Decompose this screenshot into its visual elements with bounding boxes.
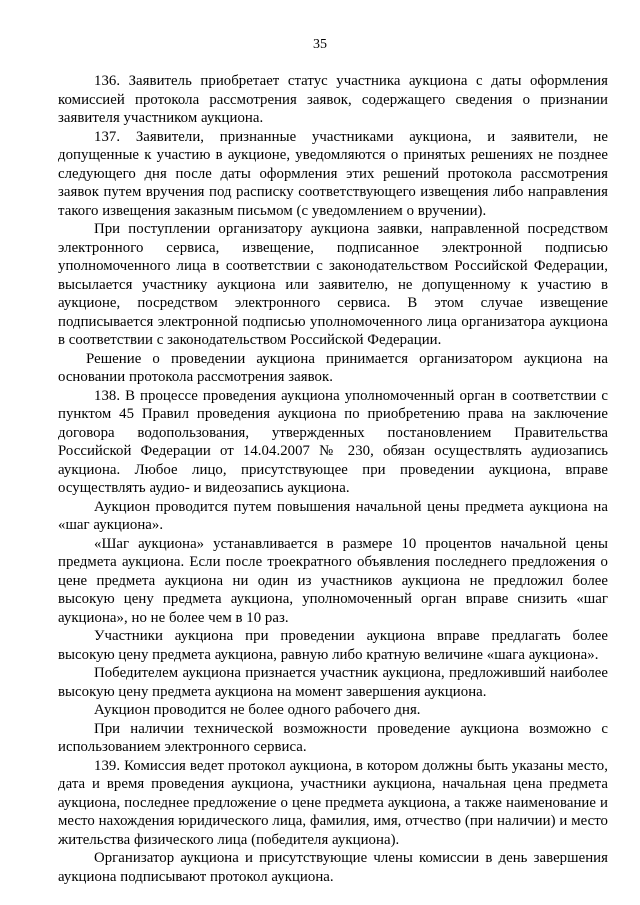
paragraph-auction-step-raise: Аукцион проводится путем повышения начальной цены предмета аукциона на «шаг аукциона».: [58, 498, 608, 533]
paragraph-136: 136. Заявитель приобретает статус участника аукциона с даты оформления комиссией протокола рассмотрения заявок, содержащего сведения о признании заявителя участником аукциона.: [58, 73, 608, 126]
paragraph-participants-bids: Участники аукциона при проведении аукциона вправе предлагать более высокую цену предмета аукциона, равную либо кратную величине «шага аукциона».: [58, 628, 608, 663]
paragraph-electronic-auction: При наличии технической возможности проведение аукциона возможно с использованием электронного сервиса.: [58, 720, 608, 755]
document-body: [58, 72, 608, 886]
paragraph-auction-step-size: «Шаг аукциона» устанавливается в размере 10 процентов начальной цены предмета аукциона. Если после троекратного объявления последнего предложения о цене предмета аукциона ни один из участников аукциона не предложил более высокую цену предмета аукциона, уполномоченный орган вправе снизить «шаг аукциона», но не более чем в 10 раз.: [58, 535, 608, 626]
paragraph-electronic-notice: При поступлении организатору аукциона заявки, направленной посредством электронного сервиса, извещение, подписанное электронной подписью уполномоченного лица в соответствии с законодательством Российской Федерации, высылается участнику аукциона или заявителю, не допущенному к участию в аукционе, посредством электронного сервиса. В этом случае извещение подписывается электронной подписью уполномоченного лица организатора аукциона в соответствии с законодательством Российской Федерации.: [58, 221, 608, 348]
paragraph-auction-duration: Аукцион проводится не более одного рабочего дня.: [94, 702, 421, 718]
paragraph-protocol-signing: Организатор аукциона и присутствующие члены комиссии в день завершения аукциона подписывают протокол аукциона.: [58, 850, 608, 885]
paragraph-139: 139. Комиссия ведет протокол аукциона, в котором должны быть указаны место, дата и время проведения аукциона, участники аукциона, начальная цена предмета аукциона, последнее предложение о цене предмета аукциона, а также наименование и место нахождения юридического лица, фамилия, имя, отчество (при наличии) и место жительства физического лица (победителя аукциона).: [58, 757, 608, 848]
paragraph-137: 137. Заявители, признанные участниками аукциона, и заявители, не допущенные к участию в аукционе, уведомляются о принятых решениях не позднее следующего дня после даты оформления этих решений протокола рассмотрения заявок путем вручения под расписку соответствующего извещения либо направления такого извещения заказным письмом (с уведомлением о вручении).: [58, 128, 608, 219]
page-number: 35: [313, 37, 327, 52]
paragraph-winner: Победителем аукциона признается участник аукциона, предложивший наиболее высокую цену предмета аукциона на момент завершения аукциона.: [58, 665, 608, 700]
paragraph-auction-decision: Решение о проведении аукциона принимается организатором аукциона на основании протокола рассмотрения заявок.: [58, 350, 608, 385]
paragraph-138: 138. В процессе проведения аукциона уполномоченный орган в соответствии с пунктом 45 Правил проведения аукциона по приобретению права на заключение договора водопользования, утвержденных постановлением Правительства Российской Федерации от 14.04.2007 № 230, обязан осуществлять аудиозапись аукциона. Любое лицо, присутствующее при проведении аукциона, вправе осуществлять аудио- и видеозапись аукциона.: [58, 387, 608, 496]
